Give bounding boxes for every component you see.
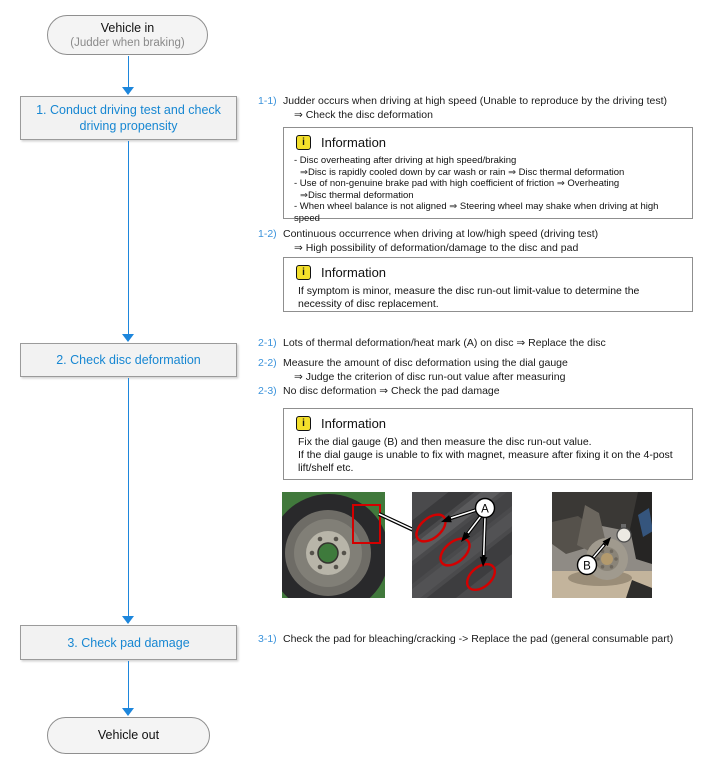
photo-disc-overview [269, 492, 389, 605]
flow-step-1 [20, 96, 237, 140]
flow-arrow-1 [122, 56, 135, 95]
info-icon: i [296, 416, 311, 431]
note-line: ⇒ Check the disc deformation [294, 108, 433, 121]
note-1-1-id: 1-1) [258, 95, 277, 107]
note-2-1 [258, 337, 698, 351]
info-icon: i [296, 135, 311, 150]
note-1-1-text [283, 95, 698, 122]
info-line: ⇒Disc is rapidly cooled down by car wash or rain ⇒ Disc thermal deformation [300, 166, 625, 178]
flow-arrow-shaft [128, 141, 130, 335]
flow-end-title: Vehicle out [97, 728, 160, 742]
note-line: ⇒ Judge the criterion of disc run-out value after measuring [294, 370, 566, 383]
info-line: - When wheel balance is not aligned ⇒ Steering wheel may shake when driving at high speed [294, 201, 659, 224]
flow-start-subtitle: (Judder when braking) [70, 36, 185, 49]
note-1-2-text [283, 228, 698, 255]
label-b-text: B [583, 560, 591, 573]
photo-strip [255, 485, 701, 605]
info-box-1 [283, 127, 693, 224]
note-2-3 [258, 385, 698, 399]
info-box-2-body: If symptom is minor, measure the disc run-out limit-value to determine the necessity of disc replacement. [298, 285, 640, 310]
info-box-3-header [296, 416, 682, 431]
note-2-3-id: 2-3) [258, 385, 277, 397]
note-line: Continuous occurrence when driving at low/high speed (driving test) [283, 228, 599, 240]
note-2-3-text: No disc deformation ⇒ Check the pad damage [283, 385, 500, 397]
flow-start-node [47, 15, 208, 55]
photo-disc-heatmarks [363, 485, 559, 605]
flow-arrow-shaft [128, 661, 130, 709]
info-box-2-header [296, 265, 682, 280]
info-icon: i [296, 265, 311, 280]
flow-step-3-label: 3. Check pad damage [67, 635, 190, 650]
info-box-2-title: Information [321, 265, 387, 280]
info-box-3-title: Information [321, 416, 387, 431]
info-line: ⇒Disc thermal deformation [300, 189, 414, 201]
note-2-2-text [283, 357, 698, 384]
info-line: - Disc overheating after driving at high speed/braking [294, 155, 517, 166]
note-3-1 [258, 633, 698, 647]
flow-arrow-shaft [128, 378, 130, 617]
dial-gauge [617, 528, 631, 542]
info-box-2 [283, 257, 693, 312]
note-2-2-id: 2-2) [258, 357, 277, 369]
info-line: If the dial gauge is unable to fix with magnet, measure after fixing it on the 4-post lift/shelf etc. [298, 449, 673, 474]
info-box-3-body [294, 436, 682, 475]
flow-step-2 [20, 343, 237, 377]
flow-arrow-shaft [128, 56, 130, 88]
note-line: Judder occurs when driving at high speed (Unable to reproduce by the driving test) [283, 95, 668, 107]
flow-arrow-head [122, 708, 134, 716]
note-3-1-id: 3-1) [258, 633, 277, 645]
flow-end-node [47, 717, 210, 754]
info-line: Fix the dial gauge (B) and then measure the disc run-out value. [298, 436, 592, 448]
flow-arrow-head [122, 87, 134, 95]
note-1-2-id: 1-2) [258, 228, 277, 240]
label-a-text: A [481, 503, 489, 516]
note-3-1-text: Check the pad for bleaching/cracking -> Replace the pad (general consumable part) [283, 633, 674, 645]
hub-center-hole [318, 543, 338, 563]
info-line: - Use of non-genuine brake pad with high coefficient of friction ⇒ Overheating [294, 178, 620, 189]
note-2-1-text: Lots of thermal deformation/heat mark (A) on disc ⇒ Replace the disc [283, 337, 606, 349]
flow-arrow-head [122, 334, 134, 342]
flow-arrow-head [122, 616, 134, 624]
note-line: Measure the amount of disc deformation using the dial gauge [283, 357, 568, 369]
flow-arrow-3 [122, 378, 135, 624]
flow-step-3 [20, 625, 237, 660]
info-box-1-header [296, 135, 682, 150]
note-line: ⇒ High possibility of deformation/damage to the disc and pad [294, 241, 579, 254]
info-box-3 [283, 408, 693, 480]
note-1-2 [258, 228, 698, 255]
note-2-1-id: 2-1) [258, 337, 277, 349]
note-1-1 [258, 95, 698, 122]
info-box-1-body [294, 155, 682, 224]
info-box-1-title: Information [321, 135, 387, 150]
flow-arrow-4 [122, 661, 135, 716]
flow-step-1-label: 1. Conduct driving test and check driving propensity [36, 103, 221, 133]
flow-arrow-2 [122, 141, 135, 342]
flow-step-2-label: 2. Check disc deformation [56, 353, 201, 367]
note-2-2 [258, 357, 698, 384]
hub-cap [601, 553, 613, 565]
flow-start-title: Vehicle in [100, 20, 155, 35]
